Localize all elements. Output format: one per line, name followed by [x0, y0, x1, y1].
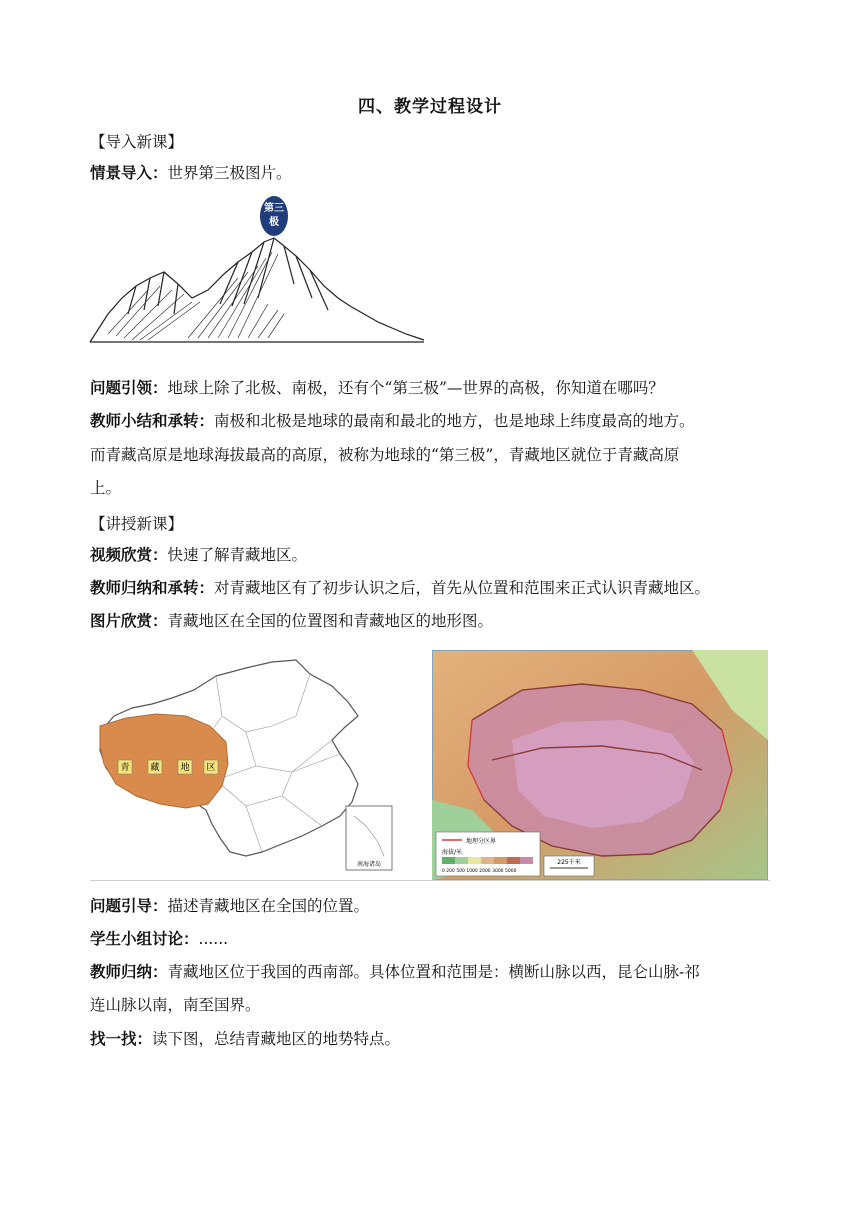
teacher-summary-label: 教师小结和承转： [90, 411, 215, 430]
new-lesson-section-label: 【讲授新课】 [90, 515, 184, 533]
group-discussion-label: 学生小组讨论： [90, 929, 199, 948]
teacher-transition-label: 教师归纳和承转： [90, 578, 215, 597]
scene-intro-text: 世界第三极图片。 [167, 164, 292, 182]
paragraph-find [90, 1029, 780, 1049]
paragraph-video [90, 545, 780, 565]
paragraph-teacher-transition [90, 578, 780, 598]
question-lead-label: 问题引领： [90, 378, 168, 397]
legend-title: 地理分区界 [466, 838, 497, 845]
map-label-3: 地 [180, 763, 190, 773]
section-heading: 四、教学过程设计 [358, 97, 502, 117]
paragraph-scene-intro [90, 163, 780, 183]
picture-label: 图片欣赏： [90, 611, 168, 630]
mountain-range [90, 238, 424, 342]
find-label: 找一找： [90, 1029, 153, 1048]
third-pole-mountain-illustration [88, 194, 428, 346]
question-guide-label: 问题引导： [90, 896, 168, 915]
inset-caption: 南海诸岛 [356, 861, 382, 868]
video-label: 视频欣赏： [90, 545, 168, 564]
teacher-conclusion-cont: 连山脉以南，南至国界。 [90, 996, 261, 1014]
legend-unit: 海拔/米 [442, 849, 463, 856]
map-label-1: 青 [120, 763, 130, 773]
qingzang-topographic-map [432, 650, 768, 880]
paragraph-question-lead [90, 378, 780, 398]
teacher-summary-cont-1: 而青藏高原是地球海拔最高的高原，被称为地球的“第三极”，青藏地区就位于青藏高原 [90, 446, 680, 464]
teacher-summary-cont-2: 上。 [90, 479, 122, 497]
badge-text-bottom: 极 [269, 217, 279, 228]
scene-intro-label: 情景导入： [90, 163, 168, 182]
group-discussion-text: ...... [198, 930, 229, 948]
paragraph-picture [90, 611, 780, 631]
legend-scale: 0 200 500 1000 2000 3000 5000 [442, 869, 517, 874]
question-guide-text: 描述青藏地区在全国的位置。 [167, 897, 370, 915]
figure-divider [90, 880, 770, 881]
scale-text: 225千米 [557, 859, 581, 866]
picture-text: 青藏地区在全国的位置图和青藏地区的地形图。 [167, 612, 494, 630]
paragraph-teacher-conclusion [90, 962, 780, 982]
paragraph-group-discussion [90, 929, 780, 949]
intro-section-label: 【导入新课】 [90, 133, 184, 151]
teacher-conclusion-label: 教师归纳： [90, 962, 168, 981]
find-text: 读下图，总结青藏地区的地势特点。 [152, 1030, 401, 1048]
badge-text-top: 第三 [264, 203, 284, 214]
china-position-map [96, 656, 396, 876]
teacher-conclusion-text: 青藏地区位于我国的西南部。具体位置和范围是：横断山脉以西，昆仑山脉-祁 [167, 963, 700, 981]
teacher-transition-text: 对青藏地区有了初步认识之后，首先从位置和范围来正式认识青藏地区。 [214, 579, 711, 597]
question-lead-text: 地球上除了北极、南极，还有个“第三极”—世界的高极，你知道在哪吗？ [167, 379, 664, 397]
video-text: 快速了解青藏地区。 [167, 546, 308, 564]
map-label-2: 藏 [150, 763, 160, 773]
third-pole-badge [260, 196, 288, 236]
paragraph-question-guide [90, 896, 780, 916]
map-label-4: 区 [206, 763, 216, 773]
teacher-summary-text: 南极和北极是地球的最南和最北的地方，也是地球上纬度最高的地方。 [214, 412, 695, 430]
elevation-color-bar [442, 857, 533, 864]
paragraph-teacher-summary [90, 411, 780, 431]
